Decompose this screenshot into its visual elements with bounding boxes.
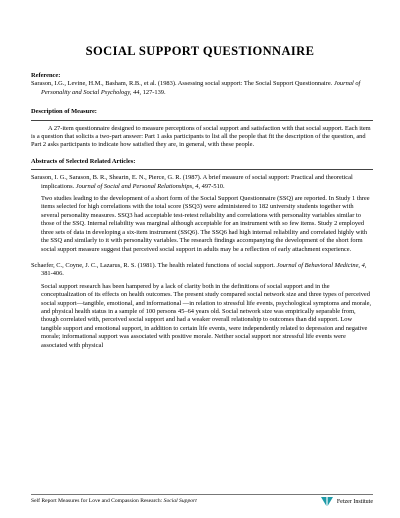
abstract-entry — [31, 174, 373, 254]
description-heading: Description of Measure: — [31, 108, 97, 116]
page-title: SOCIAL SUPPORT QUESTIONNAIRE — [85, 44, 315, 58]
reference-pages: 127-139. — [141, 88, 166, 96]
reference-citation-text: Sarason, I.G., Levine, H.M., Basham, R.B., et al. (1983). Assessing social support: The Social Support Questionnaire. — [31, 80, 334, 88]
abstract-citation-text: Sarason, I. G., Sarason, B. R., Shearin, E. N., Pierce, G. R. (1987). A brief measure of social support: Practical and theoretical implications. — [31, 174, 353, 190]
abstract-journal: Journal of Behavioral Medicine, 4, — [276, 261, 367, 269]
description-text: A 27-item questionnaire designed to measure perceptions of social support and satisfaction with that social support. Each item is a question that solicits a two-part answer: Part 1 asks participants to list all the people that fit the description of the question, and Part 2 asks participants to indicate how satisfied they are, in general, with these people. — [31, 124, 371, 149]
fetzer-logo-icon — [320, 496, 334, 508]
abstracts-heading: Abstracts of Selected Related Articles: — [31, 157, 136, 165]
footer-caption-text: Self Report Measures for Love and Compassion Research: — [31, 498, 164, 504]
abstract-citation-text: Schaefer, C., Coyne, J. C., Lazarus, R. S. (1981). The health related functions of social support. — [31, 261, 277, 269]
footer-caption-topic: Social Support — [163, 498, 197, 504]
document-body — [31, 72, 373, 350]
footer-caption — [31, 498, 197, 505]
reference-heading: Reference: — [31, 72, 61, 79]
page-footer — [31, 494, 373, 511]
abstract-text: Two studies leading to the development of a short form of the Social Support Questionnaire (SSQ) are reported. In Study 1 three items selected for high correlations with the total score (SSQ3) were administered to 182 university students together with several personality measures. SSQ3 had acceptable test-retest reliability and correlations with personality variables similar to those of the SSQ. Internal reliability was marginal although acceptable for an instrument with so few items. Study 2 employed three sets of data in developing a six-item instrument (SSQ6). The SSQ6 had high internal reliability and correlated highly with the SSQ and similarly to it with personality variables. The research findings accompanying the development of the short form social support measure suggest that perceived social support in adults may be a reflection of early attachment experience. — [41, 195, 370, 253]
abstract-pages: 381-406. — [41, 270, 64, 278]
reference-citation — [31, 80, 373, 97]
abstract-entry — [31, 262, 373, 350]
abstract-pages: 497-510. — [200, 182, 225, 190]
reference-journal: Journal of Personality and Social Psychology, 44, — [41, 80, 361, 96]
abstract-citation — [31, 174, 373, 191]
abstract-journal: Journal of Social and Personal Relationships, 4, — [75, 182, 201, 190]
footer-logo — [320, 496, 373, 508]
footer-logo-text: Fetzer Institute — [336, 498, 373, 505]
abstract-text: Social support research has been hampered by a lack of clarity both in the definitions of social support and in the conceptualization of its effects on health outcomes. The present study compared social network size and three types of perceived social support—tangible, emotional, and informational —in relation to stressful life events, psychological symptoms and morale, and physical health status in a sample of 100 persons 45–64 years old. Social network size was empirically separable from, though correlated with, perceived social support and had a weaker overall relationship to outcomes than did support. Low tangible support and emotional support, in addition to certain life events, were independently related to depression and negative morale; informational support was associated with positive morale. Neither social support nor stressful life events were associated with physical — [41, 282, 372, 349]
abstract-citation — [31, 262, 373, 279]
